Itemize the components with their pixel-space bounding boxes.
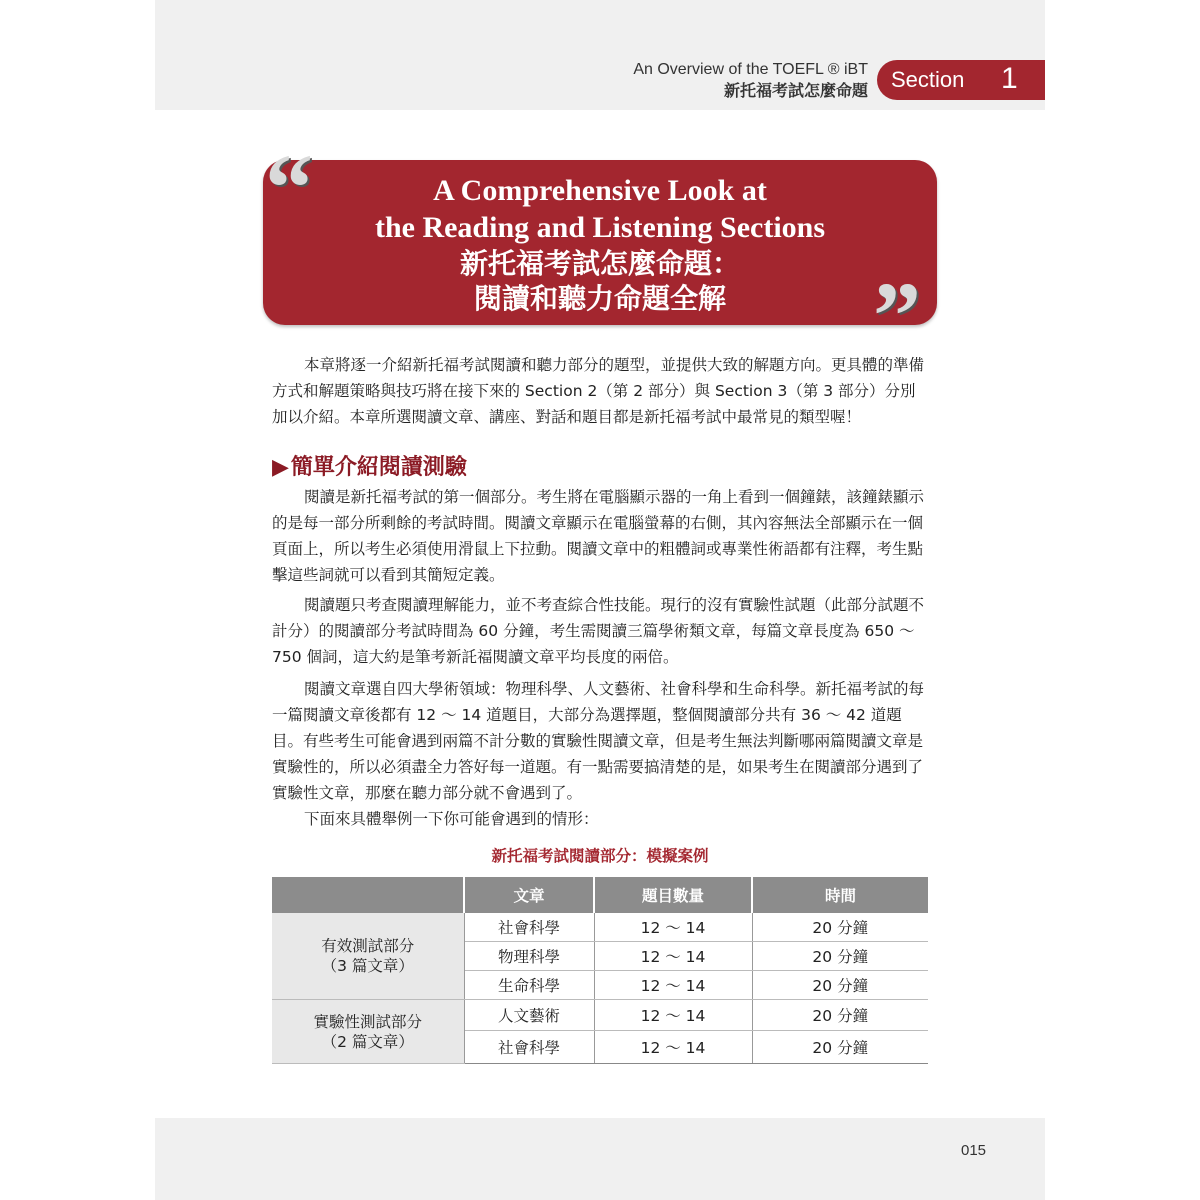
title-english-line1: A Comprehensive Look at: [433, 174, 767, 207]
table-header-cell: [272, 877, 464, 913]
table-row: [272, 913, 928, 942]
running-header: [633, 60, 868, 102]
table-cell: 人文藝術: [464, 1000, 594, 1031]
title-chinese-line1: 新托福考試怎麼命題：: [459, 247, 740, 280]
chapter-title-box: [263, 160, 937, 325]
body-paragraph-1: 閱讀是新托福考試的第一個部分。考生將在電腦顯示器的一角上看到一個鐘錶，該鐘錶顯示的是每一部分所剩餘的考試時間。閱讀文章顯示在電腦螢幕的右側，其內容無法全部顯示在一個頁面上，所以考生必須使用滑鼠上下拉動。閱讀文章中的粗體詞或專業性術語都有注釋，考生點擊這些詞就可以看到其簡短定義。: [272, 488, 925, 584]
table-cell: 物理科學: [464, 942, 594, 971]
page-number: 015: [961, 1142, 987, 1159]
intro-text: 本章將逐一介紹新托福考試閱讀和聽力部分的題型，並提供大致的解題方向。更具體的準備方式和解題策略與技巧將在接下來的 Section 2（第 2 部分）與 Section 3（第 3 部分）分別加以介紹。本章所選閱讀文章、講座、對話和題目都是新托福考試中最常見的類型喔！: [272, 356, 925, 426]
book-page: [155, 0, 1045, 1200]
table-cell: 12 ～ 14: [594, 942, 752, 971]
table-cell: 20 分鐘: [752, 942, 928, 971]
table-cell: 社會科學: [464, 913, 594, 942]
table-header-cell: 題目數量: [594, 877, 752, 913]
intro-paragraph: [272, 352, 928, 430]
header-english: An Overview of the TOEFL ® iBT: [633, 61, 868, 78]
table-caption: 新托福考試閱讀部分：模擬案例: [491, 847, 709, 865]
section-heading-text: 簡單介紹閱讀測驗: [290, 455, 467, 480]
reading-sample-table: [272, 877, 928, 1064]
footer-band: [155, 1118, 1045, 1200]
header-chinese: 新托福考試怎麼命題: [723, 81, 868, 100]
title-english-line2: the Reading and Listening Sections: [374, 211, 826, 244]
close-quote-icon: ”: [873, 262, 921, 369]
section-number: 1: [1001, 62, 1018, 95]
table-cell: 20 分鐘: [752, 913, 928, 942]
table-header-cell: 文章: [464, 877, 594, 913]
table-row: [272, 1000, 928, 1031]
table-cell: 20 分鐘: [752, 1031, 928, 1064]
table-cell: 12 ～ 14: [594, 913, 752, 942]
table-header-row: [272, 877, 928, 913]
table-cell: 12 ～ 14: [594, 1031, 752, 1064]
table-cell: 20 分鐘: [752, 971, 928, 1000]
table-cell: 12 ～ 14: [594, 971, 752, 1000]
section-heading: [272, 450, 467, 481]
table-header-cell: 時間: [752, 877, 928, 913]
body-paragraph-2: 閱讀題只考查閱讀理解能力，並不考查綜合性技能。現行的沒有實驗性試題（此部分試題不計分）的閱讀部分考試時間為 60 分鐘，考生需閱讀三篇學術類文章，每篇文章長度為 650 ～ 750 個詞，這大約是筆考新託福閱讀文章平均長度的兩倍。: [272, 596, 925, 666]
section-tab: [877, 60, 1045, 100]
table-cell: 12 ～ 14: [594, 1000, 752, 1031]
body-paragraph-4: 下面來具體舉例一下你可能會遇到的情形：: [304, 810, 599, 828]
title-chinese-line2: 閱讀和聽力命題全解: [473, 282, 726, 315]
table-cell: 社會科學: [464, 1031, 594, 1064]
table-cell: 20 分鐘: [752, 1000, 928, 1031]
group-label-cell: 實驗性測試部分 （2 篇文章）: [272, 1000, 464, 1064]
table-cell: 生命科學: [464, 971, 594, 1000]
open-quote-icon: “: [265, 134, 313, 241]
triangle-marker-icon: ▶: [272, 455, 289, 480]
section-label: Section: [891, 67, 965, 92]
group-label-cell: 有效測試部分 （3 篇文章）: [272, 913, 464, 1000]
body-paragraph-3: 閱讀文章選自四大學術領域：物理科學、人文藝術、社會科學和生命科學。新托福考試的每一篇閱讀文章後都有 12 ～ 14 道題目，大部分為選擇題，整個閱讀部分共有 36 ～ 42 道題目。有些考生可能會遇到兩篇不計分數的實驗性閱讀文章，但是考生無法判斷哪兩篇閱讀文章是實驗性的，所以必須盡全力答好每一道題。有一點需要搞清楚的是，如果考生在閱讀部分遇到了實驗性文章，那麼在聽力部分就不會遇到了。: [272, 680, 925, 802]
